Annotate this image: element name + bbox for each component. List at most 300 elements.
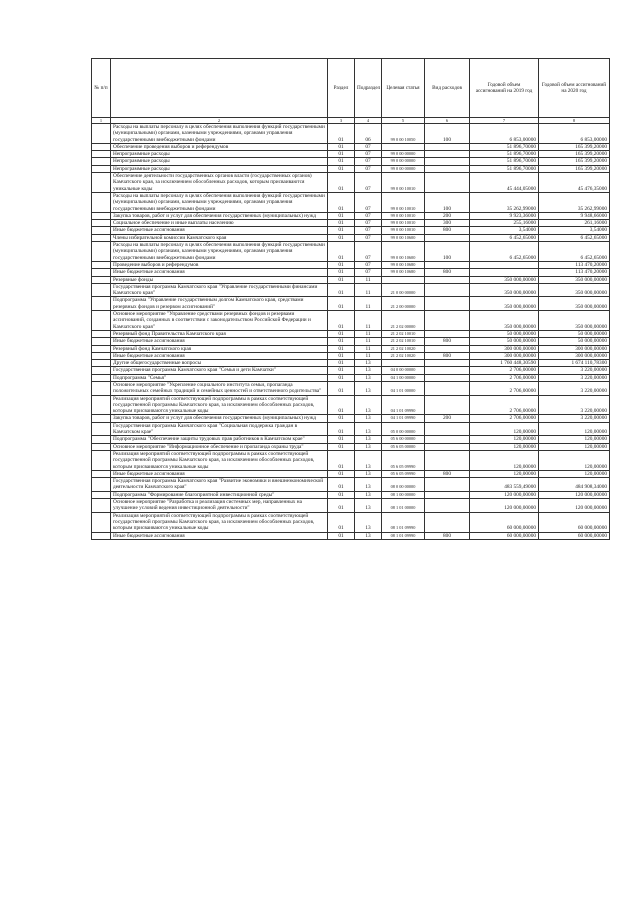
row-expense-type-cell (425, 374, 470, 381)
row-number-cell (92, 261, 111, 268)
row-amount-2019-cell: 120,00000 (470, 443, 539, 450)
row-podrazdel-cell: 07 (355, 220, 382, 227)
table-row (92, 151, 610, 158)
row-name-cell: Обеспечение проведения выборов и референдумов (111, 143, 328, 150)
row-name-cell: Иные бюджетные ассигнования (111, 532, 328, 539)
row-amount-2019-cell: 2 706,00000 (470, 367, 539, 374)
row-amount-2019-cell: 350 000,00000 (470, 276, 539, 283)
row-name-cell: Иные бюджетные ассигнования (111, 470, 328, 477)
row-podrazdel-cell: 13 (355, 470, 382, 477)
row-number-cell (92, 227, 111, 234)
row-razdel-cell: 01 (328, 220, 355, 227)
row-name-cell: Государственная программа Камчатского края "Развитие экономики и внешнеэкономической деятельности Камчатского края" (111, 478, 328, 492)
row-razdel-cell: 01 (328, 158, 355, 165)
table-row (92, 499, 610, 513)
row-number-cell (92, 436, 111, 443)
row-amount-2019-cell: 6 452,65000 (470, 234, 539, 241)
row-name-cell: Реализация мероприятий соответствующей подпрограммы в рамках соответствующей государственной программы Камчатского края, за исключением обособленных расходов, которым присваиваются уникальные коды (111, 450, 328, 470)
row-number-cell (92, 151, 111, 158)
table-row (92, 443, 610, 450)
row-expense-type-cell: 300 (425, 220, 470, 227)
row-target-article-cell: 04 1 01 09990 (382, 415, 425, 422)
row-amount-2020-cell: 3 220,00000 (539, 395, 610, 415)
row-target-article-cell: 99 0 00 10010 (382, 212, 425, 219)
row-razdel-cell: 01 (328, 227, 355, 234)
row-expense-type-cell (425, 261, 470, 268)
row-name-cell: Государственная программа Камчатского края "Управление государственными финансами Камчатского края" (111, 283, 328, 297)
index-cell: 8 (539, 118, 610, 124)
row-number-cell (92, 360, 111, 367)
row-target-article-cell: 04 0 00 00000 (382, 367, 425, 374)
index-cell: 6 (425, 118, 470, 124)
row-target-article-cell: 04 1 01 00000 (382, 381, 425, 395)
table-row (92, 360, 610, 367)
table-row (92, 227, 610, 234)
col-header-amount-2019: Годовой объем ассигнований на 2019 год (470, 59, 539, 118)
row-amount-2019-cell: 120,00000 (470, 470, 539, 477)
row-target-article-cell: 21 2 02 10010 (382, 330, 425, 337)
row-podrazdel-cell: 13 (355, 374, 382, 381)
row-razdel-cell: 01 (328, 261, 355, 268)
row-amount-2020-cell: 350 000,00000 (539, 311, 610, 331)
table-row (92, 143, 610, 150)
row-expense-type-cell (425, 345, 470, 352)
row-podrazdel-cell: 13 (355, 491, 382, 498)
table-row (92, 330, 610, 337)
row-expense-type-cell (425, 512, 470, 532)
row-amount-2019-cell: 2 706,00000 (470, 381, 539, 395)
index-cell: 1 (92, 118, 111, 124)
row-name-cell: Непрограммные расходы (111, 158, 328, 165)
row-number-cell (92, 478, 111, 492)
row-amount-2020-cell: 120,00000 (539, 436, 610, 443)
row-amount-2019-cell: 120,00000 (470, 436, 539, 443)
row-expense-type-cell (425, 443, 470, 450)
row-name-cell: Расходы на выплаты персоналу в целях обеспечения выполнения функций государственными (муниципальными) органами, казенными учреждениями, органами управления государственными внебюджетными фондами (111, 192, 328, 212)
row-expense-type-cell (425, 491, 470, 498)
row-amount-2020-cell: 60 000,00000 (539, 512, 610, 532)
row-expense-type-cell (425, 395, 470, 415)
row-target-article-cell: 21 2 02 10020 (382, 345, 425, 352)
col-header-podrazdel: Подраздел (355, 59, 382, 118)
row-amount-2020-cell: 1 674 110,78300 (539, 360, 610, 367)
index-cell: 3 (328, 118, 355, 124)
row-razdel-cell: 01 (328, 242, 355, 262)
row-number-cell (92, 165, 111, 172)
table-row (92, 491, 610, 498)
row-number-cell (92, 242, 111, 262)
row-razdel-cell: 01 (328, 367, 355, 374)
table-row (92, 450, 610, 470)
row-amount-2020-cell: 3 220,00000 (539, 381, 610, 395)
table-row (92, 158, 610, 165)
row-target-article-cell: 99 0 00 00000 (382, 165, 425, 172)
row-target-article-cell: 21 0 00 00000 (382, 283, 425, 297)
row-expense-type-cell (425, 450, 470, 470)
row-number-cell (92, 352, 111, 359)
row-podrazdel-cell: 07 (355, 151, 382, 158)
row-amount-2020-cell: 6 452,65000 (539, 234, 610, 241)
row-target-article-cell: 21 2 02 10010 (382, 338, 425, 345)
row-number-cell (92, 381, 111, 395)
row-amount-2019-cell: 60 000,00000 (470, 512, 539, 532)
row-number-cell (92, 450, 111, 470)
row-amount-2020-cell: 3 220,00000 (539, 367, 610, 374)
row-podrazdel-cell: 13 (355, 395, 382, 415)
row-target-article-cell: 05 6 05 09990 (382, 450, 425, 470)
row-amount-2019-cell: 35 262,99000 (470, 192, 539, 212)
row-amount-2020-cell: 50 000,00000 (539, 338, 610, 345)
row-name-cell: Иные бюджетные ассигнования (111, 338, 328, 345)
row-target-article-cell: 08 0 00 00000 (382, 478, 425, 492)
row-podrazdel-cell: 07 (355, 242, 382, 262)
row-razdel-cell: 01 (328, 499, 355, 513)
row-podrazdel-cell: 11 (355, 283, 382, 297)
row-amount-2019-cell: 60 000,00000 (470, 532, 539, 539)
row-amount-2020-cell: 120 000,00000 (539, 499, 610, 513)
row-amount-2020-cell: 60 000,00000 (539, 532, 610, 539)
row-amount-2019-cell: 350 000,00000 (470, 297, 539, 311)
row-name-cell: Основное мероприятие "Укрепление социального института семьи, пропаганда положительных семейных традиций и семейных ценностей и ответственного родительства" (111, 381, 328, 395)
row-amount-2019-cell: 6 853,00000 (470, 124, 539, 144)
row-number-cell (92, 276, 111, 283)
row-name-cell: Проведение выборов и референдумов (111, 261, 328, 268)
row-razdel-cell: 01 (328, 381, 355, 395)
row-name-cell: Иные бюджетные ассигнования (111, 352, 328, 359)
row-amount-2020-cell: 165 399,20000 (539, 143, 610, 150)
row-name-cell: Резервный фонд Камчатского края (111, 345, 328, 352)
row-expense-type-cell: 800 (425, 269, 470, 276)
row-razdel-cell: 01 (328, 297, 355, 311)
row-expense-type-cell: 100 (425, 242, 470, 262)
row-target-article-cell (382, 143, 425, 150)
col-header-target-article: Целевая статья (382, 59, 425, 118)
budget-table (91, 58, 610, 540)
row-amount-2019-cell: 50 000,00000 (470, 338, 539, 345)
row-target-article-cell: 21 2 02 00000 (382, 311, 425, 331)
row-number-cell (92, 173, 111, 193)
row-razdel-cell: 01 (328, 165, 355, 172)
row-expense-type-cell (425, 330, 470, 337)
row-target-article-cell: 21 2 00 00000 (382, 297, 425, 311)
row-amount-2020-cell: 300 000,00000 (539, 352, 610, 359)
table-row (92, 374, 610, 381)
row-amount-2019-cell: 9 923,36000 (470, 212, 539, 219)
row-name-cell: Реализация мероприятий соответствующей подпрограммы в рамках соответствующей государственной программы Камчатского края, за исключением обособленных расходов, которым присваиваются уникальные коды (111, 395, 328, 415)
row-amount-2019-cell: 120 000,00000 (470, 499, 539, 513)
row-target-article-cell: 99 0 00 10010 (382, 227, 425, 234)
row-number-cell (92, 367, 111, 374)
row-target-article-cell (382, 276, 425, 283)
row-expense-type-cell (425, 367, 470, 374)
row-podrazdel-cell: 13 (355, 381, 382, 395)
row-amount-2020-cell: 35 262,99000 (539, 192, 610, 212)
row-amount-2020-cell: 120,00000 (539, 450, 610, 470)
row-razdel-cell: 01 (328, 491, 355, 498)
row-amount-2019-cell: 51 896,70000 (470, 165, 539, 172)
row-expense-type-cell (425, 173, 470, 193)
row-target-article-cell (382, 360, 425, 367)
row-podrazdel-cell: 07 (355, 143, 382, 150)
row-podrazdel-cell: 13 (355, 415, 382, 422)
row-target-article-cell: 04 1 01 09990 (382, 395, 425, 415)
row-podrazdel-cell: 13 (355, 478, 382, 492)
row-number-cell (92, 330, 111, 337)
row-podrazdel-cell: 11 (355, 330, 382, 337)
table-row (92, 165, 610, 172)
row-expense-type-cell: 800 (425, 470, 470, 477)
row-number-cell (92, 491, 111, 498)
table-row (92, 173, 610, 193)
row-number-cell (92, 269, 111, 276)
row-amount-2019-cell: 255,16000 (470, 220, 539, 227)
row-target-article-cell: 05 6 00 00000 (382, 436, 425, 443)
table-row (92, 269, 610, 276)
row-number-cell (92, 338, 111, 345)
row-expense-type-cell: 800 (425, 352, 470, 359)
row-amount-2020-cell: 165 399,20000 (539, 151, 610, 158)
table-row (92, 124, 610, 144)
row-name-cell: Подпрограмма "Обеспечение защиты трудовых прав работников в Камчатском крае" (111, 436, 328, 443)
col-header-expense-type: Вид расходов (425, 59, 470, 118)
table-row (92, 422, 610, 436)
row-razdel-cell: 01 (328, 311, 355, 331)
row-amount-2020-cell: 165 399,20000 (539, 165, 610, 172)
row-number-cell (92, 311, 111, 331)
row-name-cell: Подпрограмма "Формирование благоприятной инвестиционной среды" (111, 491, 328, 498)
row-podrazdel-cell: 13 (355, 367, 382, 374)
row-razdel-cell: 01 (328, 151, 355, 158)
row-podrazdel-cell: 11 (355, 352, 382, 359)
table-row (92, 297, 610, 311)
row-amount-2020-cell: 45 476,35000 (539, 173, 610, 193)
row-number-cell (92, 374, 111, 381)
row-razdel-cell: 01 (328, 212, 355, 219)
row-number-cell (92, 212, 111, 219)
row-podrazdel-cell: 13 (355, 532, 382, 539)
row-podrazdel-cell: 13 (355, 499, 382, 513)
table-row (92, 276, 610, 283)
row-razdel-cell: 01 (328, 173, 355, 193)
row-expense-type-cell (425, 360, 470, 367)
row-razdel-cell: 01 (328, 338, 355, 345)
row-amount-2019-cell: 2 706,00000 (470, 415, 539, 422)
row-expense-type-cell (425, 143, 470, 150)
table-body (92, 118, 610, 540)
row-name-cell: Государственная программа Камчатского края "Социальная поддержка граждан в Камчатском крае" (111, 422, 328, 436)
table-row (92, 311, 610, 331)
row-number-cell (92, 345, 111, 352)
row-razdel-cell: 01 (328, 422, 355, 436)
row-target-article-cell: 04 1 00 00000 (382, 374, 425, 381)
row-target-article-cell: 21 2 02 10020 (382, 352, 425, 359)
row-number-cell (92, 192, 111, 212)
row-name-cell: Резервный фонд Правительства Камчатского края (111, 330, 328, 337)
row-amount-2020-cell: 350 000,00000 (539, 276, 610, 283)
table-header (92, 59, 610, 118)
row-target-article-cell: 08 1 00 00000 (382, 491, 425, 498)
row-podrazdel-cell: 13 (355, 436, 382, 443)
row-number-cell (92, 297, 111, 311)
row-name-cell: Непрограммные расходы (111, 165, 328, 172)
table-row (92, 512, 610, 532)
row-amount-2020-cell: 165 399,20000 (539, 158, 610, 165)
table-row (92, 395, 610, 415)
row-name-cell: Расходы на выплаты персоналу в целях обеспечения выполнения функций государственными (муниципальными) органами, казенными учреждениями, органами управления государственными внебюджетными фондами (111, 124, 328, 144)
row-podrazdel-cell: 07 (355, 269, 382, 276)
table-row (92, 367, 610, 374)
row-podrazdel-cell: 07 (355, 261, 382, 268)
row-amount-2020-cell: 3 220,00000 (539, 374, 610, 381)
row-name-cell: Основное мероприятие "Управление средствами резервных фондов и резервами ассигнований, созданных в соответствии с законодательством Российской Федерации и Камчатского края" (111, 311, 328, 331)
row-number-cell (92, 499, 111, 513)
row-expense-type-cell: 100 (425, 124, 470, 144)
row-name-cell: Реализация мероприятий соответствующей подпрограммы в рамках соответствующей государственной программы Камчатского края, за исключением обособленных расходов, которым присваиваются уникальные коды (111, 512, 328, 532)
row-number-cell (92, 143, 111, 150)
row-target-article-cell: 99 0 00 10600 (382, 242, 425, 262)
row-number-cell (92, 124, 111, 144)
row-razdel-cell: 01 (328, 360, 355, 367)
row-podrazdel-cell: 11 (355, 297, 382, 311)
row-amount-2019-cell: 2 706,00000 (470, 374, 539, 381)
row-amount-2020-cell: 120,00000 (539, 443, 610, 450)
row-razdel-cell: 01 (328, 143, 355, 150)
row-target-article-cell: 99 0 00 10050 (382, 124, 425, 144)
row-amount-2020-cell: 6 452,65000 (539, 242, 610, 262)
row-razdel-cell: 01 (328, 374, 355, 381)
row-amount-2020-cell: 120,00000 (539, 422, 610, 436)
row-razdel-cell: 01 (328, 345, 355, 352)
row-razdel-cell: 01 (328, 192, 355, 212)
row-expense-type-cell (425, 276, 470, 283)
index-cell: 7 (470, 118, 539, 124)
row-number-cell (92, 470, 111, 477)
row-name-cell: Подпрограмма "Семья" (111, 374, 328, 381)
row-podrazdel-cell: 11 (355, 311, 382, 331)
row-expense-type-cell (425, 311, 470, 331)
row-expense-type-cell: 800 (425, 532, 470, 539)
table-row (92, 478, 610, 492)
row-podrazdel-cell: 11 (355, 338, 382, 345)
row-podrazdel-cell: 07 (355, 192, 382, 212)
row-amount-2019-cell: 300 000,00000 (470, 345, 539, 352)
row-name-cell: Обеспечение деятельности государственных органов власти (государственных органов) Камчатского края, за исключением обособленных расходов, которым присваиваются уникальные коды (111, 173, 328, 193)
row-amount-2020-cell: 350 000,00000 (539, 283, 610, 297)
table-row (92, 345, 610, 352)
row-number-cell (92, 512, 111, 532)
table-row (92, 234, 610, 241)
table-row (92, 261, 610, 268)
table-row (92, 381, 610, 395)
row-target-article-cell: 99 0 00 10680 (382, 269, 425, 276)
row-podrazdel-cell: 13 (355, 512, 382, 532)
row-expense-type-cell (425, 422, 470, 436)
row-amount-2019-cell: 51 896,70000 (470, 158, 539, 165)
table-row (92, 415, 610, 422)
index-cell: 5 (382, 118, 425, 124)
row-target-article-cell: 05 0 00 00000 (382, 422, 425, 436)
row-target-article-cell: 08 1 01 09990 (382, 512, 425, 532)
row-amount-2020-cell: 50 000,00000 (539, 330, 610, 337)
row-amount-2019-cell: 483 559,49000 (470, 478, 539, 492)
table-row (92, 220, 610, 227)
row-expense-type-cell (425, 151, 470, 158)
row-target-article-cell: 99 0 00 10680 (382, 261, 425, 268)
row-number-cell (92, 443, 111, 450)
row-razdel-cell: 01 (328, 352, 355, 359)
row-target-article-cell: 99 0 00 10010 (382, 192, 425, 212)
row-amount-2020-cell: 261,16000 (539, 220, 610, 227)
row-number-cell (92, 220, 111, 227)
row-expense-type-cell: 100 (425, 192, 470, 212)
table-row (92, 242, 610, 262)
row-razdel-cell: 01 (328, 330, 355, 337)
row-amount-2020-cell: 9 948,66000 (539, 212, 610, 219)
row-amount-2019-cell: 2 706,00000 (470, 395, 539, 415)
table-row (92, 192, 610, 212)
row-name-cell: Иные бюджетные ассигнования (111, 227, 328, 234)
row-razdel-cell: 01 (328, 276, 355, 283)
row-podrazdel-cell: 07 (355, 234, 382, 241)
row-expense-type-cell: 800 (425, 227, 470, 234)
row-number-cell (92, 415, 111, 422)
row-expense-type-cell (425, 234, 470, 241)
row-podrazdel-cell: 07 (355, 173, 382, 193)
row-expense-type-cell: 200 (425, 415, 470, 422)
table-row (92, 212, 610, 219)
row-expense-type-cell (425, 436, 470, 443)
row-target-article-cell: 99 0 00 10600 (382, 234, 425, 241)
row-expense-type-cell (425, 499, 470, 513)
row-podrazdel-cell: 07 (355, 227, 382, 234)
row-amount-2019-cell: 120,00000 (470, 422, 539, 436)
row-target-article-cell: 99 0 00 10010 (382, 220, 425, 227)
row-expense-type-cell (425, 478, 470, 492)
table-row (92, 283, 610, 297)
row-target-article-cell: 99 0 00 00000 (382, 151, 425, 158)
row-amount-2019-cell (470, 261, 539, 268)
row-name-cell: Иные бюджетные ассигнования (111, 269, 328, 276)
row-razdel-cell: 01 (328, 415, 355, 422)
row-razdel-cell: 01 (328, 470, 355, 477)
row-expense-type-cell: 800 (425, 338, 470, 345)
row-target-article-cell: 08 1 01 00000 (382, 499, 425, 513)
index-cell: 4 (355, 118, 382, 124)
row-number-cell (92, 532, 111, 539)
row-name-cell: Закупка товаров, работ и услуг для обеспечения государственных (муниципальных) нужд (111, 212, 328, 219)
row-razdel-cell: 01 (328, 234, 355, 241)
row-amount-2020-cell: 113 470,20000 (539, 269, 610, 276)
row-podrazdel-cell: 13 (355, 422, 382, 436)
row-number-cell (92, 422, 111, 436)
row-podrazdel-cell: 07 (355, 165, 382, 172)
row-expense-type-cell: 200 (425, 212, 470, 219)
row-amount-2019-cell: 51 896,70000 (470, 151, 539, 158)
row-amount-2019-cell: 1 760 448,30590 (470, 360, 539, 367)
row-target-article-cell: 08 1 01 09990 (382, 532, 425, 539)
row-amount-2020-cell: 113 470,20000 (539, 261, 610, 268)
row-name-cell: Члены избирательной комиссии Камчатского края (111, 234, 328, 241)
table-row (92, 352, 610, 359)
col-header-name (111, 59, 328, 118)
row-amount-2020-cell: 6 853,00000 (539, 124, 610, 144)
row-amount-2019-cell: 350 000,00000 (470, 283, 539, 297)
row-number-cell (92, 234, 111, 241)
table-row (92, 338, 610, 345)
row-name-cell: Расходы на выплаты персоналу в целях обеспечения выполнения функций государственными (муниципальными) органами, казенными учреждениями, органами управления государственными внебюджетными фондами (111, 242, 328, 262)
row-target-article-cell: 05 6 05 09990 (382, 470, 425, 477)
row-amount-2019-cell (470, 269, 539, 276)
